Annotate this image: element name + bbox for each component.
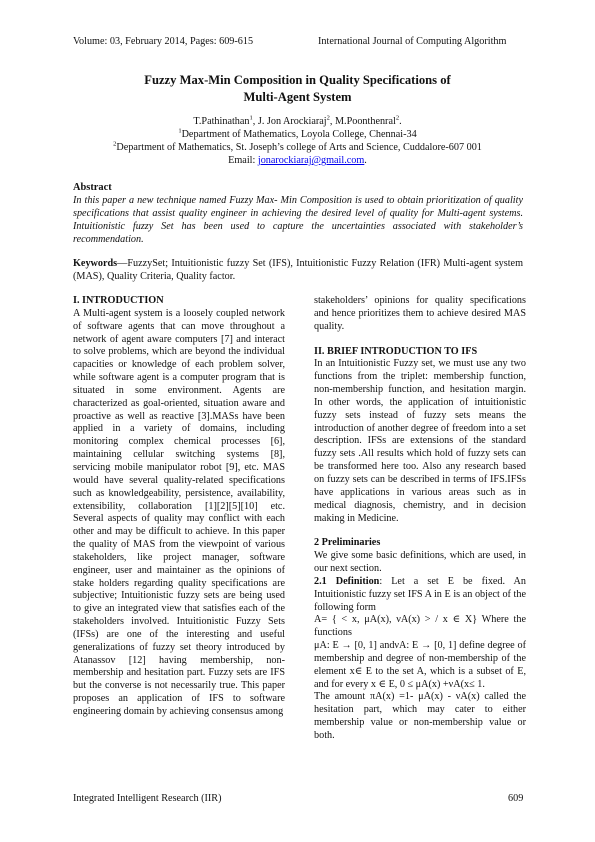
ifs-section-text: In an Intuitionistic Fuzzy set, we must use any two functions from the triplet: membership function, non-membership function, and hesitation margin. In other words, the application of intuitionistic fuzzy sets instead of fuzzy sets means the introduction of another degree of freedom into a set description. IFSs are extensions of the standard fuzzy sets .All results which hold of fuzzy sets can be transformed here too. Also any research based on fuzzy sets can be described in terms of IFS.IFSs have applications in various areas such as in medical diagnosis, chemistry, and in decision making in Medicine. <box>314 358 526 524</box>
left-column <box>73 295 285 719</box>
definition-paragraph <box>314 576 526 615</box>
email-end: . <box>364 155 367 166</box>
introduction-continuation: stakeholders’ opinions for quality specifications and hence prioritizes them to achieve desired MAS quality. <box>314 295 526 332</box>
contact-email-line <box>60 155 535 168</box>
right-column <box>314 295 526 743</box>
footer-publisher: Integrated Intelligent Research (IIR) <box>73 793 222 804</box>
abstract-text: In this paper a new technique named Fuzzy Max- Min Composition is used to obtain prioritization of quality specifications that assist quality engineer in achieving the desired level of quality for Multi-agent systems. Intuitionistic fuzzy Set has been used to capture the uncertainties associated with stakeholder’s recommendation. <box>73 195 523 245</box>
author-list-end: . <box>399 116 402 127</box>
author-1: T.Pathinathan <box>193 116 250 127</box>
introduction-heading: I. INTRODUCTION <box>73 295 164 306</box>
author-2-affil-mark: 2 <box>326 114 330 122</box>
definition-text: : Let a set E be fixed. An Intuitionistic fuzzy set IFS A in E is an object of the following form <box>314 575 526 613</box>
affiliation-2-mark: 2 <box>113 140 117 148</box>
paper-title-line-2: Multi-Agent System <box>243 90 352 104</box>
affiliation-2 <box>60 142 535 155</box>
affiliation-1-text: Department of Mathematics, Loyola College, Chennai-34 <box>181 129 417 140</box>
paper-title-line-1: Fuzzy Max-Min Composition in Quality Specifications of <box>144 73 451 87</box>
author-list <box>60 116 535 129</box>
author-3: , M.Poonthenral <box>329 116 396 127</box>
journal-volume-header: Volume: 03, February 2014, Pages: 609-615 <box>73 36 254 47</box>
author-3-affil-mark: 2 <box>395 114 400 122</box>
email-label: Email: <box>228 155 258 166</box>
author-1-affil-mark: 1 <box>249 114 253 122</box>
affiliation-1-mark: 1 <box>178 127 182 135</box>
introduction-paragraph: A Multi-agent system is a loosely coupled network of software agents that can move throughout a network of agent aware computers [7] and interact to solve problems, which are beyond the individual capacities or knowledge of each problem solver, while software agent is a computer program that is situated in some environment. Agents are characterized as goal-oriented, situation aware and proactive as well as reactive [3].MASs have been applied in a variety of domains, including monitoring complex chemical processes [6], maintaining cellular switching systems [8], servicing mobile manipulator robot [9], etc. MAS would have several quality-related specifications such as knowledgeability, persistence, availability, extensibility, collaboration [1][2][5][10] etc. Several aspects of quality may conflict with each other and may be difficult to achieve. In this paper the quality of MAS from the viewpoint of various stakeholders, like project manager, software engineer, user and maintainer as the opinions of stake holders regarding quality specifications are subjective; Intuitionistic fuzzy sets are being used to give an integrated view that satisfies each of the stakeholders involved. Intuitionistic Fuzzy Sets (IFSs) are one of the interesting and useful generalizations of fuzzy set theory introduced by Atanassov [12] having membership, non-membership and hesitation part. Fuzzy sets are IFS but the converse is not necessarily true. This paper proposes an application of IFS to software engineering domain by achieving consensus among <box>73 307 285 717</box>
journal-name-header: International Journal of Computing Algorithm <box>318 36 507 47</box>
abstract-heading: Abstract <box>73 182 112 193</box>
page-number: 609 <box>508 793 524 804</box>
author-2: , J. Jon Arockiaraj <box>252 116 327 127</box>
definition-label: 2.1 Definition <box>314 575 380 587</box>
preliminaries-text: We give some basic definitions, which are used, in our next section. <box>314 550 526 575</box>
email-link[interactable]: jonarockiaraj@gmail.com <box>257 155 365 166</box>
keywords-text: —FuzzySet; Intuitionistic fuzzy Set (IFS), Intuitionistic Fuzzy Relation (IFR) Multi-agent system (MAS), Quality Criteria, Quality factor. <box>73 258 523 282</box>
membership-functions-text: μA: E → [0, 1] andνA: E → [0, 1] define degree of membership and degree of non-membership of the element x∈ E to the set A, which is a subset of E, and for every x ∈ E, 0 ≤ μA(x) +νA(x≤ 1. <box>314 640 526 690</box>
hesitation-part-text: The amount πA(x) =1- μA(x) - νA(x) called the hesitation part, which may cater to either membership value or non-membership value or both. <box>314 691 526 741</box>
ifs-section-heading: II. BRIEF INTRODUCTION TO IFS <box>314 345 478 357</box>
affiliation-1 <box>60 129 535 142</box>
preliminaries-heading: 2 Preliminaries <box>314 537 381 549</box>
keywords <box>73 258 523 284</box>
keywords-label: Keywords <box>73 258 118 269</box>
affiliation-2-text: Department of Mathematics, St. Joseph’s college of Arts and Science, Cuddalore-607 001 <box>116 142 482 153</box>
set-definition-formula: A= { < x, μA(x), νA(x) > / x ∈ X} Where the functions <box>314 614 526 639</box>
